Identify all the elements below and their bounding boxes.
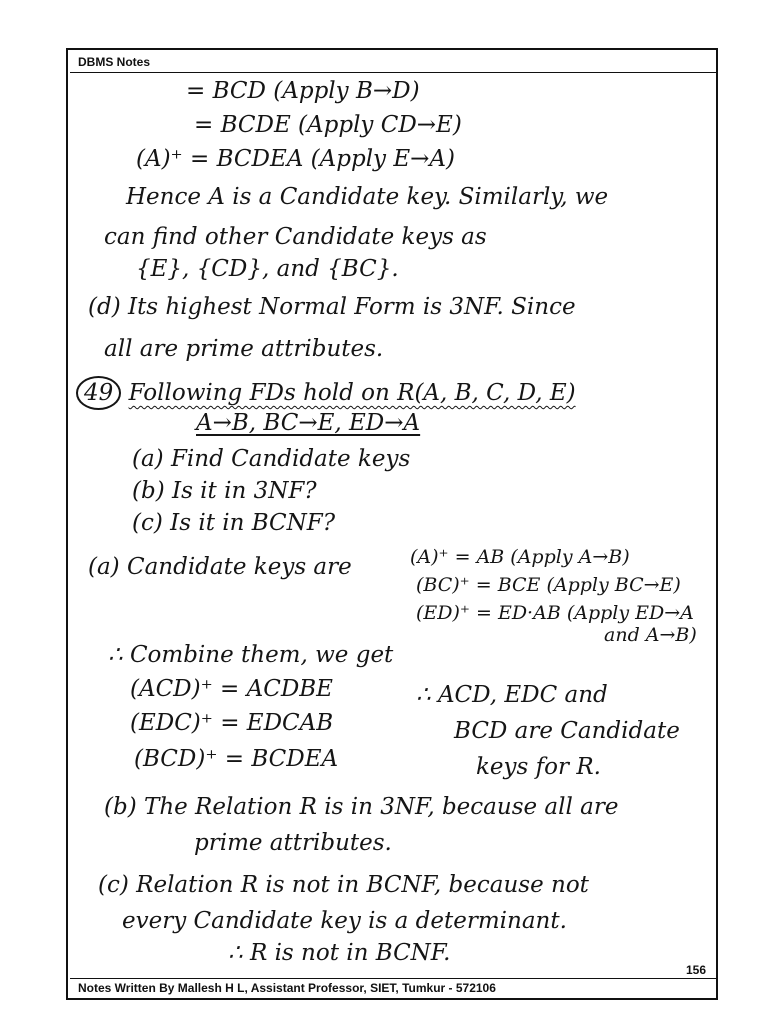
- page-header: [70, 53, 716, 73]
- line-highest-nf: (d) Its highest Normal Form is 3NF. Since: [88, 294, 576, 320]
- line-hence: Hence A is a Candidate key. Similarly, we: [126, 184, 609, 210]
- closure-acd: (ACD)⁺ = ACDBE: [130, 676, 333, 702]
- question-number: 49: [76, 376, 121, 410]
- line-bcd: = BCD (Apply B→D): [186, 78, 420, 104]
- answer-a-closure-bc: (BC)⁺ = BCE (Apply BC→E): [416, 574, 681, 596]
- question-header: [76, 376, 576, 410]
- closure-edc: (EDC)⁺ = EDCAB: [130, 710, 334, 736]
- result-line-3: keys for R.: [476, 754, 601, 780]
- question-part-a: (a) Find Candidate keys: [132, 446, 411, 472]
- answer-a-label: (a) Candidate keys are: [88, 554, 352, 580]
- answer-c-line-2: every Candidate key is a determinant.: [122, 908, 567, 934]
- question-fds: [196, 410, 420, 436]
- line-find-other: can find other Candidate keys as: [104, 224, 487, 250]
- answer-b-line-1: (b) The Relation R is in 3NF, because all are: [104, 794, 619, 820]
- closure-bcd: (BCD)⁺ = BCDEA: [134, 746, 339, 772]
- result-line-2: BCD are Candidate: [454, 718, 680, 744]
- line-prime: all are prime attributes.: [104, 336, 384, 362]
- question-part-b: (b) Is it in 3NF?: [132, 478, 317, 504]
- footer-rule: [70, 978, 716, 979]
- answer-c-line-3: ∴ R is not in BCNF.: [228, 940, 451, 966]
- line-combine: ∴ Combine them, we get: [108, 642, 394, 668]
- answer-b-line-2: prime attributes.: [194, 830, 392, 856]
- result-line-1: ∴ ACD, EDC and: [416, 682, 608, 708]
- footer-credit: Notes Written By Mallesh H L, Assistant Professor, SIET, Tumkur - 572106: [78, 981, 496, 995]
- answer-a-closure-a: (A)⁺ = AB (Apply A→B): [410, 546, 630, 568]
- answer-c-line-1: (c) Relation R is not in BCNF, because not: [98, 872, 589, 898]
- answer-a-closure-ed-cont: and A→B): [604, 624, 697, 646]
- line-a-closure: (A)⁺ = BCDEA (Apply E→A): [136, 146, 456, 172]
- header-title: DBMS Notes: [78, 55, 151, 69]
- question-title: Following FDs hold on R(A, B, C, D, E): [128, 380, 576, 406]
- line-bcde: = BCDE (Apply CD→E): [194, 112, 462, 138]
- page-number: 156: [685, 963, 706, 977]
- question-part-c: (c) Is it in BCNF?: [132, 510, 336, 536]
- question-fds-text: A→B, BC→E, ED→A: [196, 410, 421, 436]
- line-keys-list: {E}, {CD}, and {BC}.: [136, 256, 399, 282]
- answer-a-closure-ed: (ED)⁺ = ED·AB (Apply ED→A: [416, 602, 694, 624]
